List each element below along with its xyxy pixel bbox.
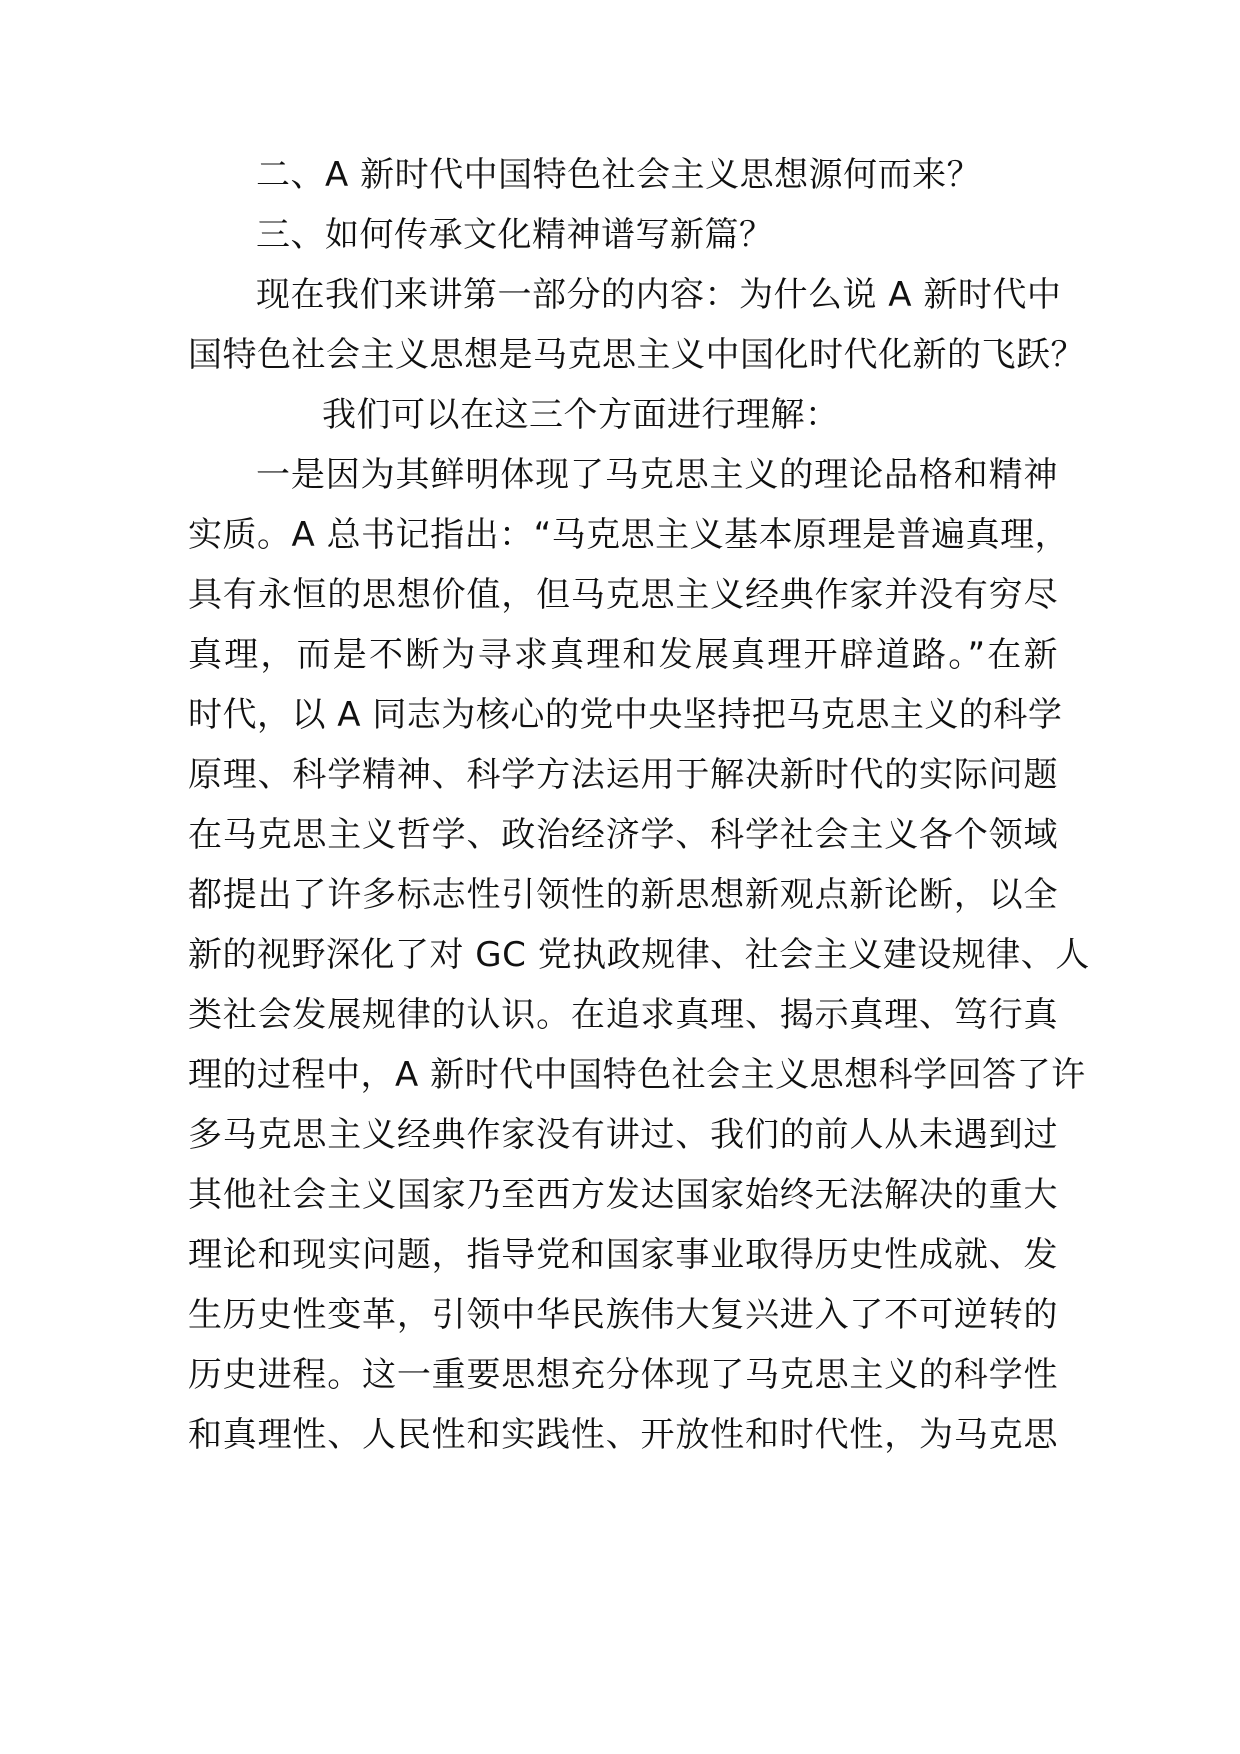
text-line-20: 生历史性变革，引领中华民族伟大复兴进入了不可逆转的 bbox=[188, 1295, 1058, 1335]
text-line-17: 多马克思主义经典作家没有讲过、我们的前人从未遇到过 bbox=[188, 1115, 1058, 1155]
text-line-15: 类社会发展规律的认识。在追求真理、揭示真理、笃行真 bbox=[188, 995, 1058, 1035]
text-line-14: 新的视野深化了对 GC 党执政规律、社会主义建设规律、人 bbox=[188, 935, 1090, 975]
text-line-21: 历史进程。这一重要思想充分体现了马克思主义的科学性 bbox=[188, 1355, 1058, 1395]
text-line-2: 三、如何传承文化精神谱写新篇？ bbox=[256, 215, 774, 255]
text-line-10: 时代，以 A 同志为核心的党中央坚持把马克思主义的科学 bbox=[188, 695, 1063, 735]
text-line-8: 具有永恒的思想价值，但马克思主义经典作家并没有穷尽 bbox=[188, 575, 1058, 615]
text-line-18: 其他社会主义国家乃至西方发达国家始终无法解决的重大 bbox=[188, 1175, 1058, 1215]
text-line-7: 实质。A 总书记指出：“马克思主义基本原理是普遍真理， bbox=[188, 515, 1070, 555]
text-line-1: 二、A 新时代中国特色社会主义思想源何而来？ bbox=[256, 155, 982, 195]
text-line-13: 都提出了许多标志性引领性的新思想新观点新论断，以全 bbox=[188, 875, 1058, 915]
text-line-3: 现在我们来讲第一部分的内容：为什么说 A 新时代中 bbox=[256, 275, 1062, 315]
text-line-4: 国特色社会主义思想是马克思主义中国化时代化新的飞跃？ bbox=[188, 335, 1085, 375]
text-line-6: 一是因为其鲜明体现了马克思主义的理论品格和精神 bbox=[256, 455, 1058, 495]
text-line-19: 理论和现实问题，指导党和国家事业取得历史性成就、发 bbox=[188, 1235, 1058, 1275]
text-line-16: 理的过程中，A 新时代中国特色社会主义思想科学回答了许 bbox=[188, 1055, 1086, 1095]
text-line-12: 在马克思主义哲学、政治经济学、科学社会主义各个领域 bbox=[188, 815, 1058, 855]
text-line-11: 原理、科学精神、科学方法运用于解决新时代的实际问题 bbox=[188, 755, 1058, 795]
text-line-9: 真理，而是不断为寻求真理和发展真理开辟道路。”在新 bbox=[188, 635, 1058, 675]
text-line-5: 我们可以在这三个方面进行理解： bbox=[322, 395, 840, 435]
text-line-22: 和真理性、人民性和实践性、开放性和时代性，为马克思 bbox=[188, 1415, 1058, 1455]
